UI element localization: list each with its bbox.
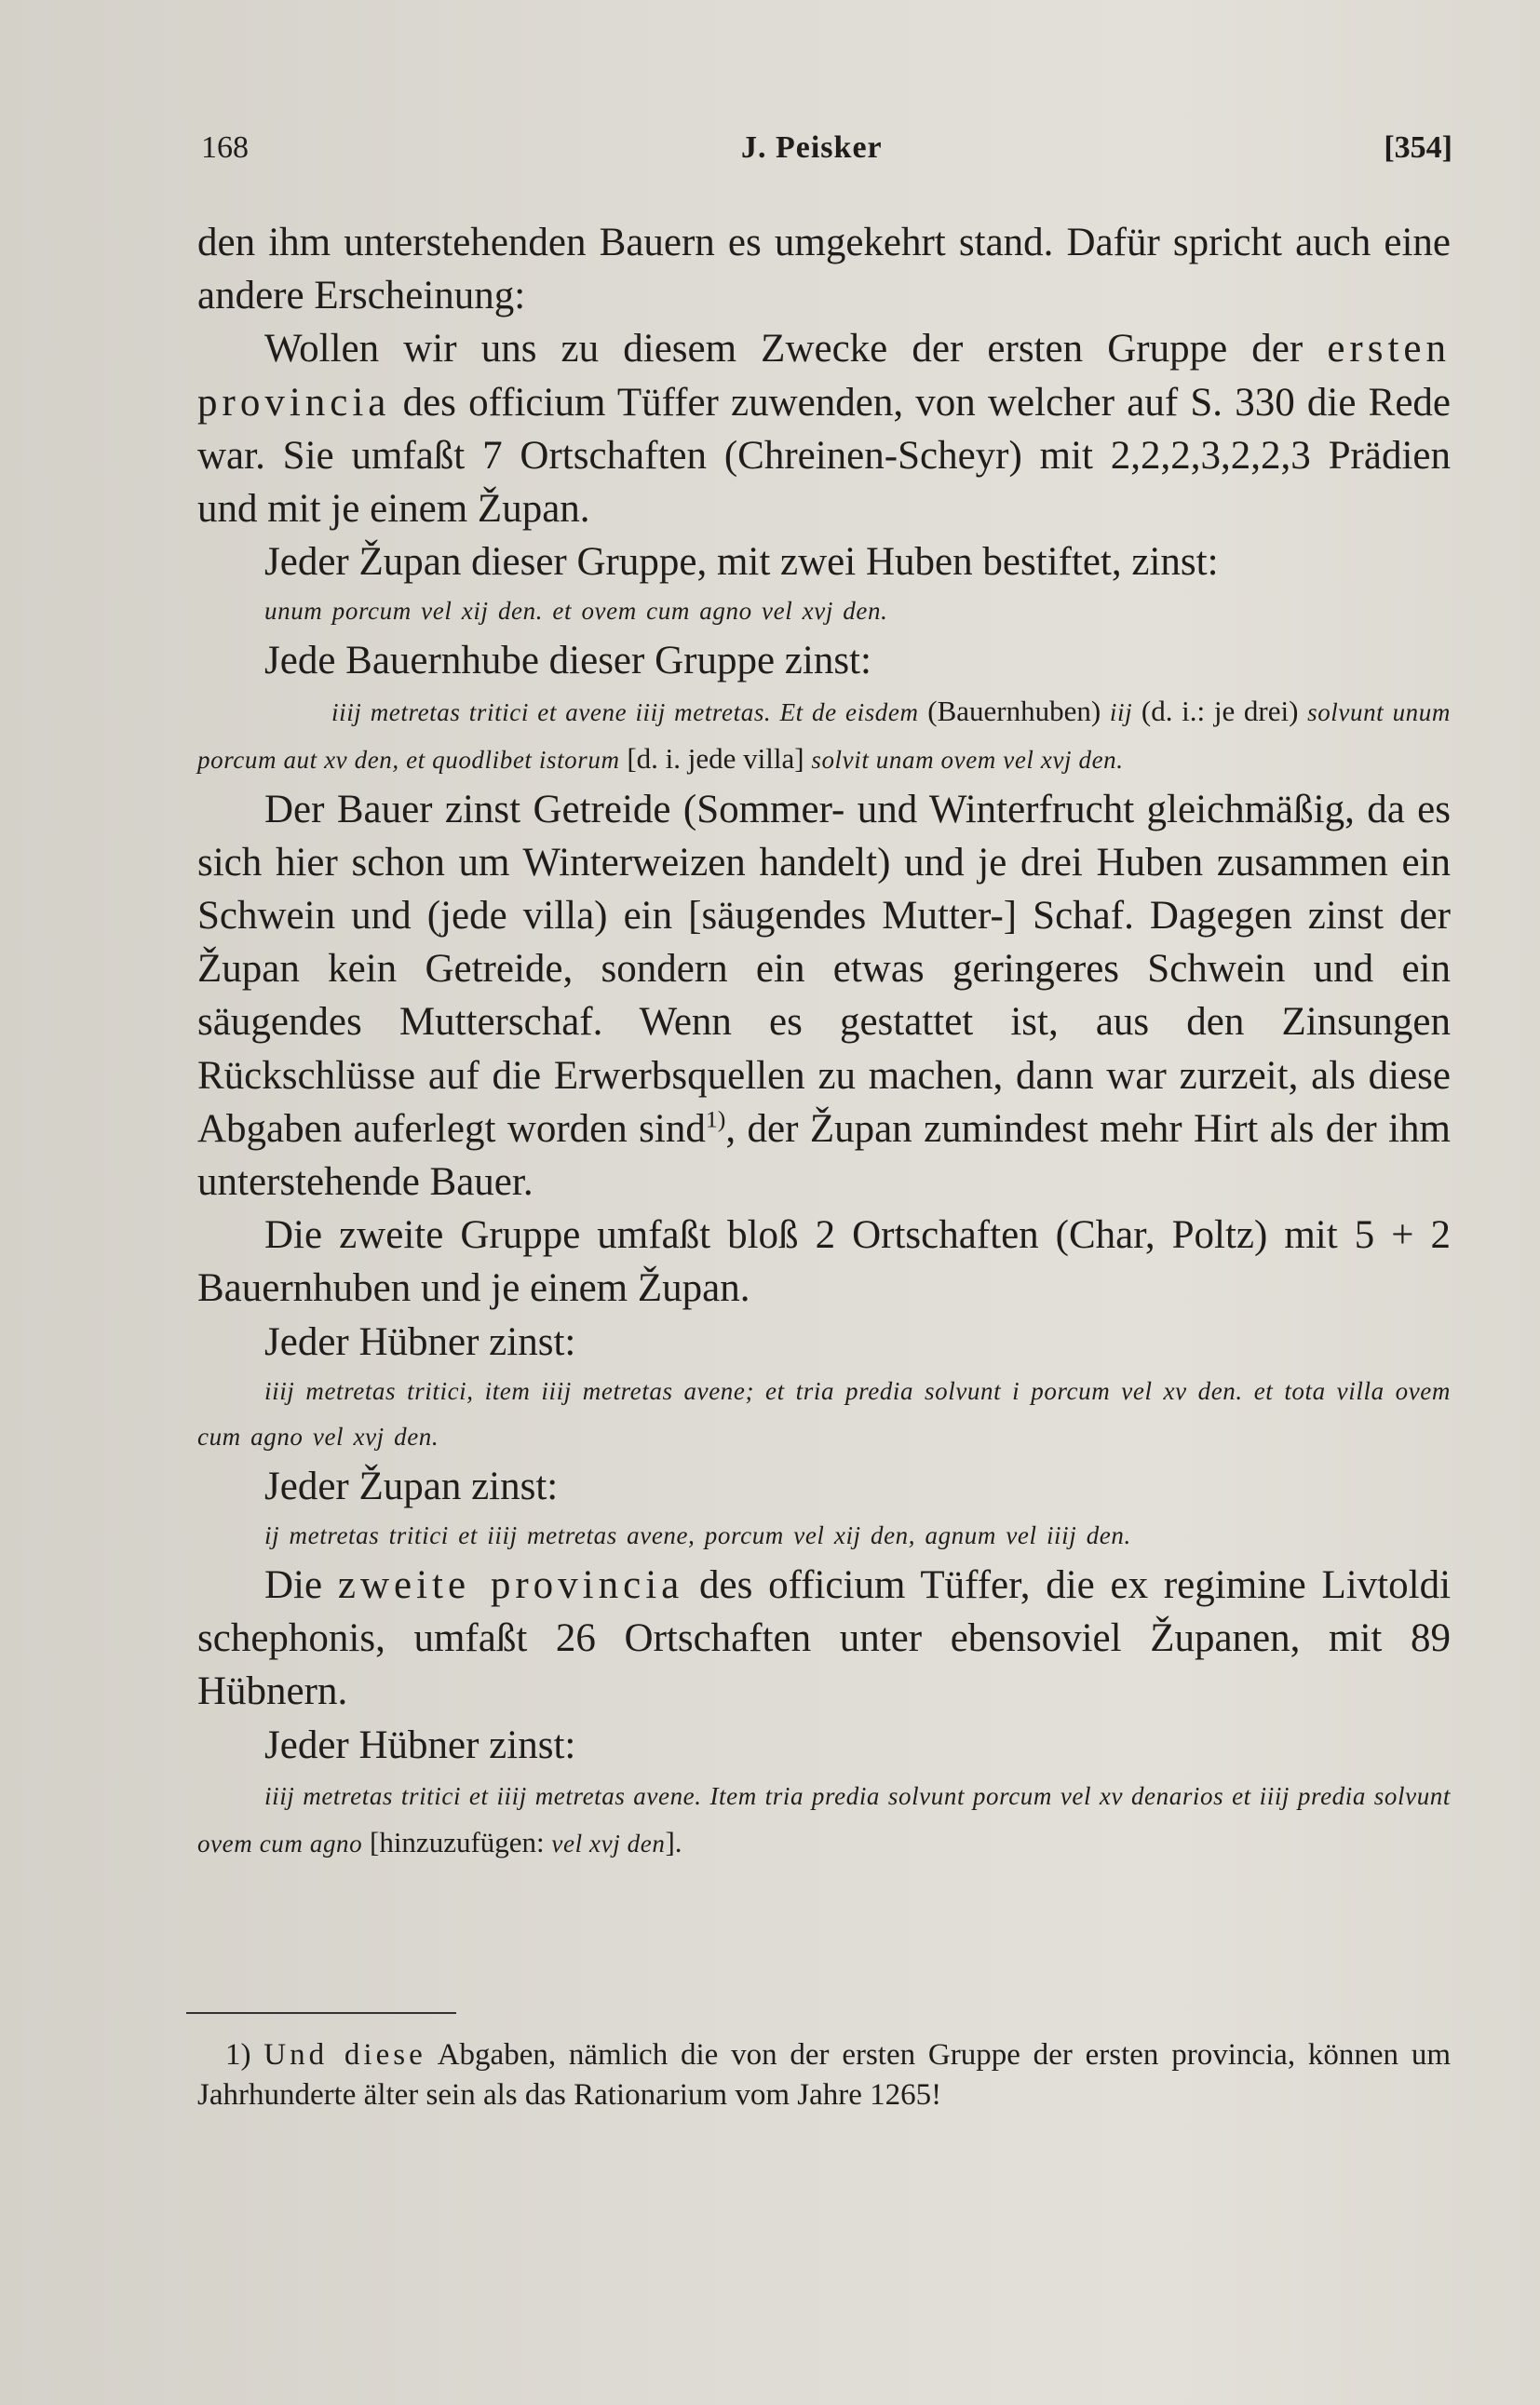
- latin-quote-5-part-a: iiij metretas tritici et iiij metretas avene. Item tria predia solvunt porcum vel xv denarios et iiij predia solvunt ovem cum agno: [197, 1781, 1451, 1858]
- latin-quote-5: [197, 1772, 1451, 1867]
- latin-quote-5-part-c: vel xvj den: [551, 1829, 666, 1858]
- paragraph-2: [197, 322, 1451, 535]
- footnote-marker: 1): [225, 2038, 251, 2072]
- footnote-divider: [186, 2012, 456, 2014]
- paragraph-7: Jeder Hübner zinst:: [264, 1319, 576, 1364]
- paragraph-3: Jeder Župan dieser Gruppe, mit zwei Huben bestiftet, zinst:: [264, 540, 1219, 585]
- emphasis-ersten-provincia: ersten provincia: [197, 327, 1451, 425]
- latin-quote-1: unum porcum vel xij den. et ovem cum agno vel xvj den.: [264, 597, 888, 626]
- paragraph-4: Jede Bauernhube dieser Gruppe zinst:: [264, 639, 871, 683]
- paragraph-9-start: Die: [264, 1563, 323, 1608]
- latin-quote-2-part-a: iiij metretas tritici et avene iiij metretas. Et de eisdem: [331, 697, 919, 726]
- running-head: J. Peisker: [741, 130, 883, 165]
- latin-quote-2-part-c: iij: [1109, 697, 1133, 726]
- latin-quote-2-gloss-f: [d. i. jede villa]: [627, 741, 804, 775]
- paragraph-5-text: Der Bauer zinst Getreide (Sommer- und Winterfrucht gleichmäßig, da es sich hier schon um Winterweizen handelt) und je drei Huben zusammen ein Schwein und (jede villa) ein [säugendes Mutter-] Schaf. Dagegen zinst der Župan kein Getreide, sondern ein etwas geringeres Schwein und ein säugendes Mutterschaf. Wenn es gestattet ist, aus den Zinsungen Rückschlüsse auf die Erwerbsquellen zu machen, dann war zurzeit, als diese Abgaben auferlegt worden sind: [197, 787, 1451, 1151]
- latin-quote-3: iiij metretas tritici, item iiij metretas avene; et tria predia solvunt i porcum vel xv den. et tota villa ovem cum agno vel xvj den.: [197, 1376, 1451, 1451]
- latin-quote-4: ij metretas tritici et iiij metretas avene, porcum vel xij den, agnum vel iiij den.: [264, 1521, 1131, 1550]
- latin-quote-2-part-e: solvunt unum porcum aut xv den, et quodlibet istorum: [197, 697, 1451, 774]
- page-header: [201, 130, 1452, 179]
- latin-quote-2-part-g: solvit unam ovem vel xvj den.: [811, 745, 1124, 774]
- paragraph-10: Jeder Hübner zinst:: [264, 1723, 576, 1767]
- page-number: 168: [201, 130, 249, 165]
- footnote-text: Abgaben, nämlich die von der ersten Gruppe der ersten provincia, können um Jahrhunderte älter sein als das Rationarium vom Jahre 1265!: [197, 2038, 1451, 2112]
- footnote: [197, 2035, 1451, 2115]
- paragraph-2-start: Wollen wir uns zu diesem Zwecke der ersten Gruppe der: [264, 327, 1304, 372]
- paragraph-5: [197, 783, 1451, 1209]
- body-text: [197, 216, 1451, 1867]
- latin-quote-5-close: ].: [665, 1825, 682, 1858]
- original-page-number: [354]: [1384, 130, 1452, 165]
- footnote-emphasis: Und diese: [263, 2038, 426, 2072]
- paragraph-1: den ihm unterstehenden Bauern es umgekehrt stand. Dafür spricht auch eine andere Erscheinung:: [197, 221, 1451, 318]
- paragraph-2-end: des officium Tüffer zuwenden, von welcher auf S. 330 die Rede war. Sie umfaßt 7 Ortschaften (Chreinen-Scheyr) mit 2,2,2,3,2,2,3 Prädien und mit je einem Župan.: [197, 380, 1452, 532]
- latin-quote-2: [197, 688, 1451, 783]
- paragraph-6: Die zweite Gruppe umfaßt bloß 2 Ortschaften (Char, Poltz) mit 5 + 2 Bauernhuben und je einem Župan.: [197, 1213, 1451, 1311]
- footnote-reference: 1): [705, 1105, 726, 1133]
- footnote-1: [197, 2035, 1451, 2115]
- emphasis-zweite-provincia: zweite provincia: [337, 1563, 684, 1608]
- paragraph-9-end: des officium Tüffer, die ex regimine Livtoldi schephonis, umfaßt 26 Ortschaften unter ebensoviel Županen, mit 89 Hübnern.: [197, 1563, 1452, 1714]
- latin-quote-2-gloss-a: (Bauernhuben): [927, 694, 1101, 727]
- latin-quote-5-gloss: [hinzuzufügen:: [370, 1825, 545, 1858]
- latin-quote-2-gloss-d: (d. i.: je drei): [1141, 694, 1299, 727]
- paragraph-8: Jeder Župan zinst:: [264, 1464, 559, 1508]
- paragraph-5-end: , der Župan zumindest mehr Hirt als der ihm unterstehende Bauer.: [197, 1106, 1451, 1205]
- paragraph-9: [197, 1559, 1451, 1719]
